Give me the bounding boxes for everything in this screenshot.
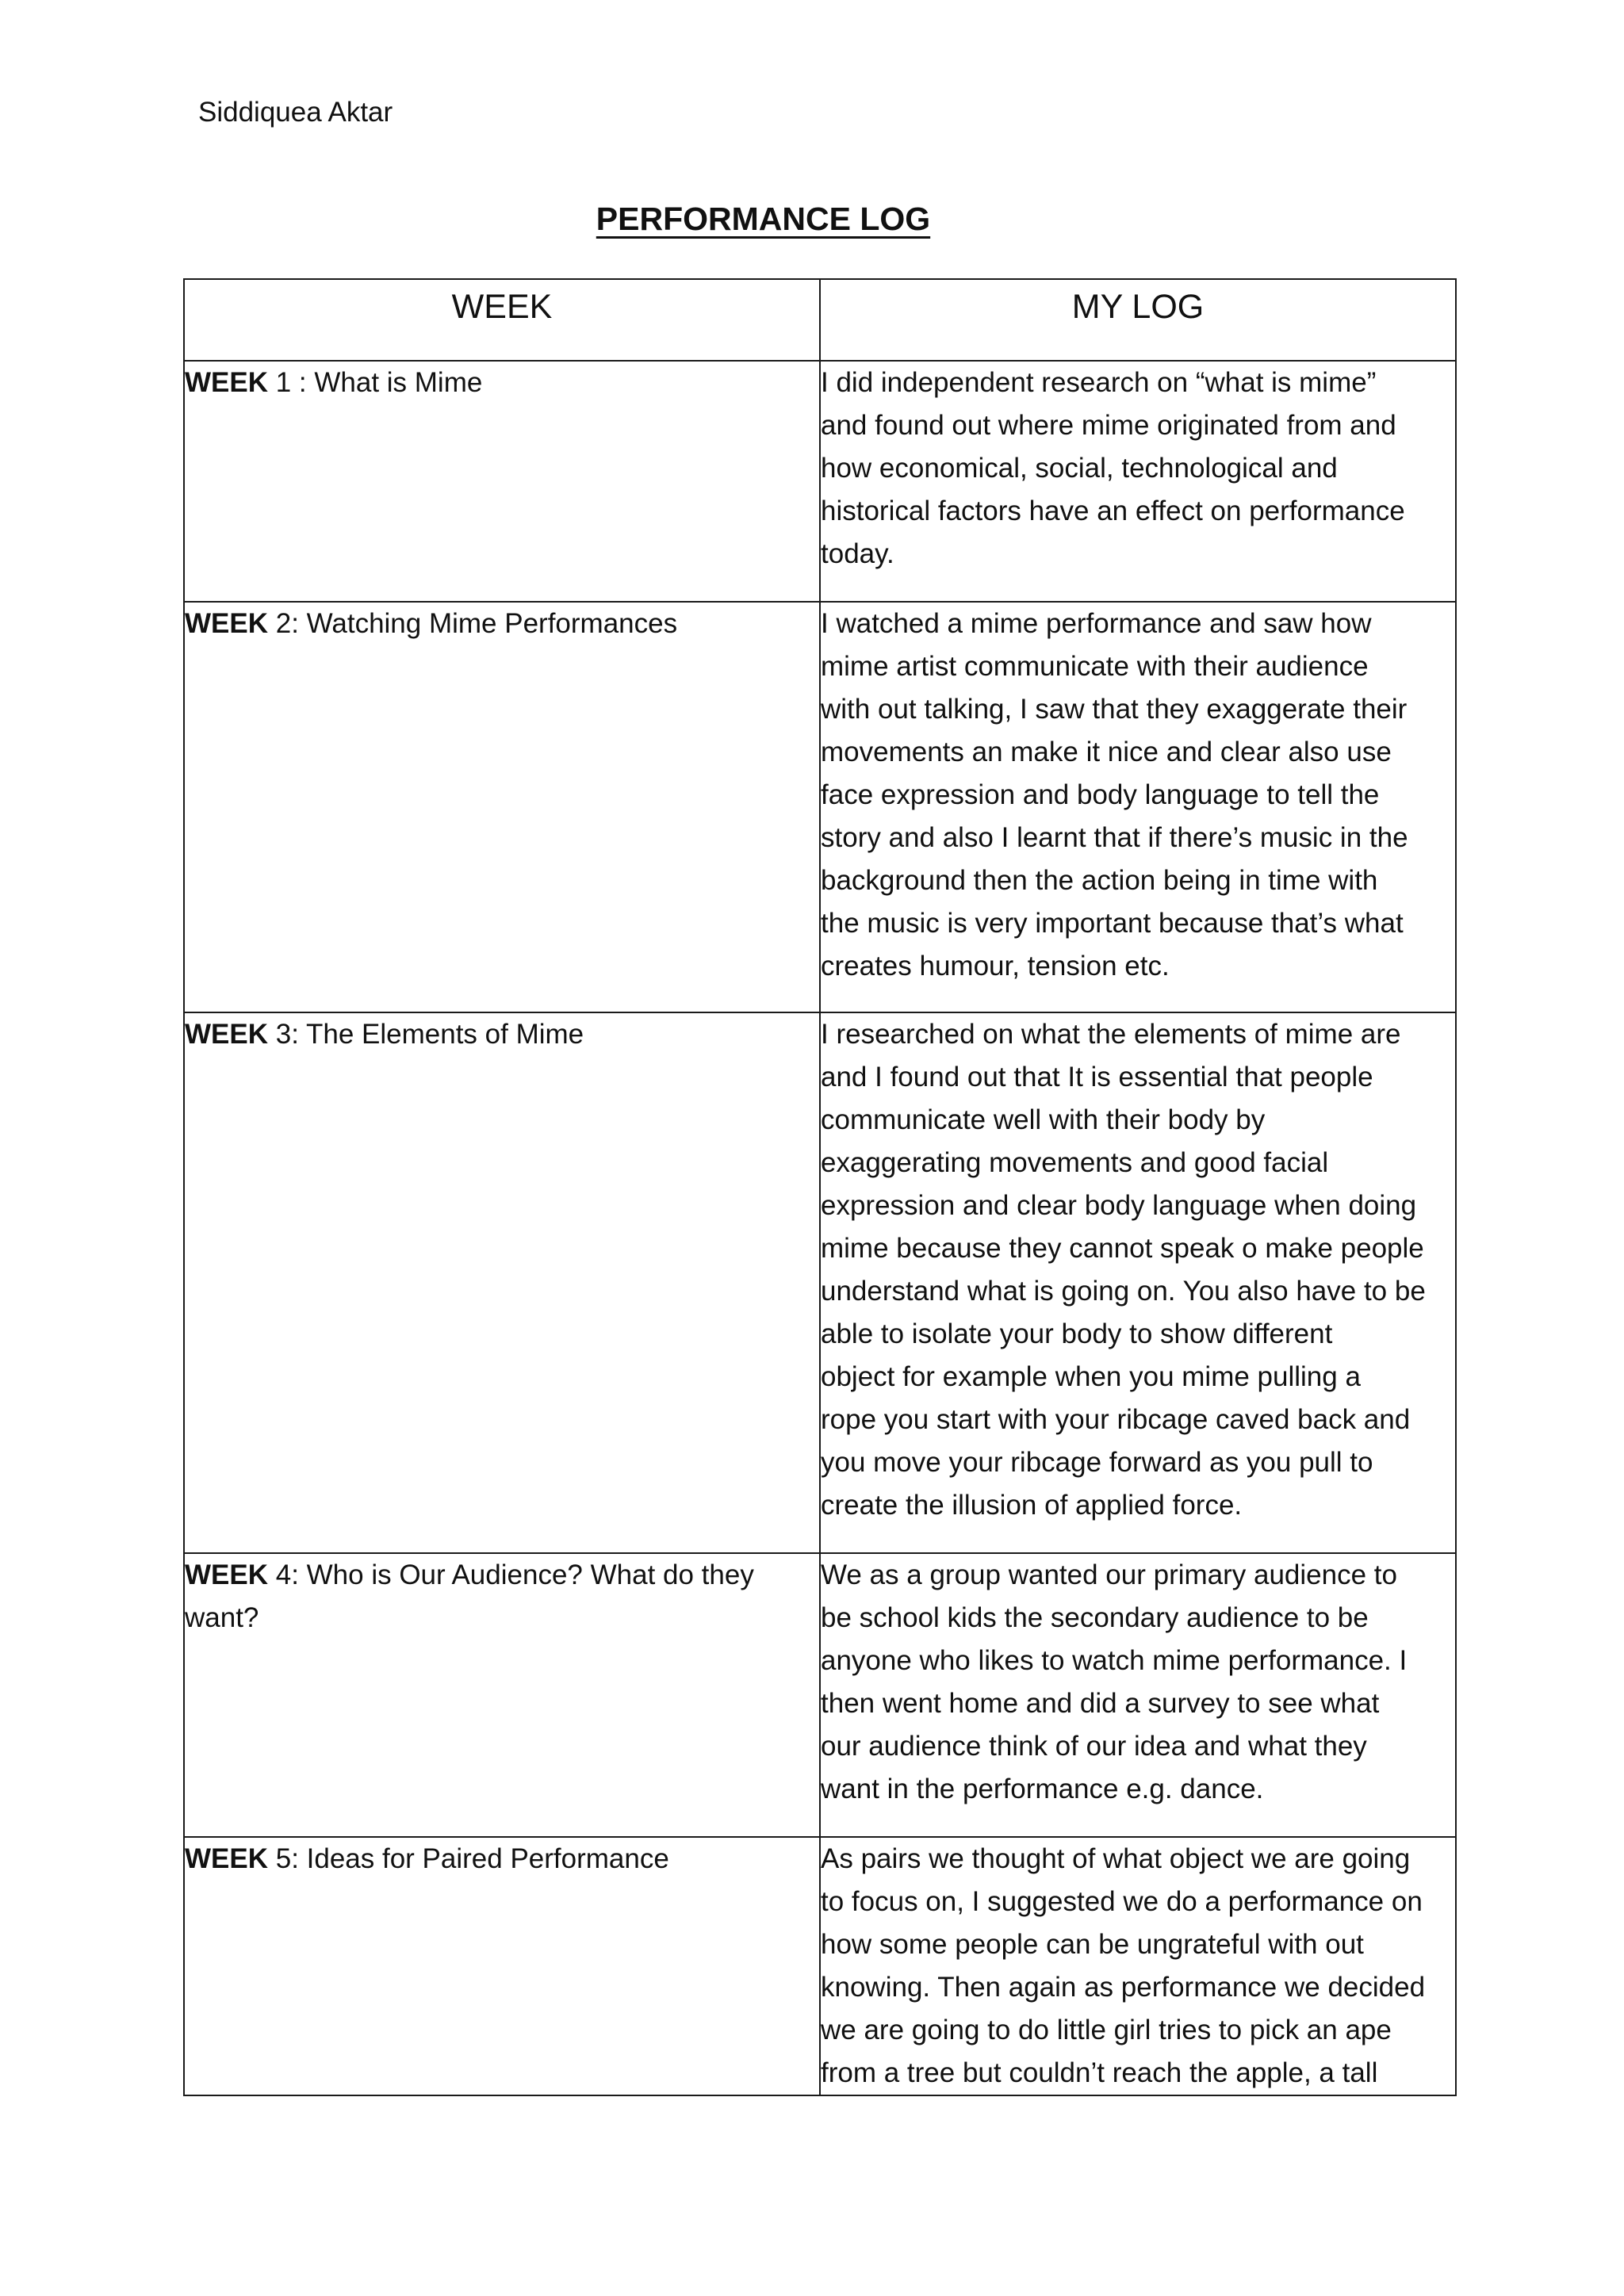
week-topic: 4: Who is Our Audience? What do they want? — [185, 1559, 754, 1633]
week-label: WEEK — [185, 367, 268, 398]
week-label: WEEK — [185, 1843, 268, 1874]
week-label: WEEK — [185, 608, 268, 639]
log-cell — [820, 1012, 1456, 1553]
table-row — [184, 361, 1456, 602]
log-cell — [820, 361, 1456, 602]
week-cell — [184, 1837, 820, 2095]
table-row — [184, 602, 1456, 1012]
week-label: WEEK — [185, 1559, 268, 1590]
week-cell — [184, 1012, 820, 1553]
table-row — [184, 1553, 1456, 1837]
week-cell — [184, 361, 820, 602]
week-cell — [184, 1553, 820, 1837]
week-topic: 2: Watching Mime Performances — [268, 608, 678, 639]
my-log-column-header: MY LOG — [820, 279, 1456, 361]
log-cell — [820, 1837, 1456, 2095]
table-header-row — [184, 279, 1456, 361]
page-title: PERFORMANCE LOG — [596, 201, 931, 237]
log-entry: I watched a mime performance and saw how mime artist communicate with their audience with out talking, I saw that they exaggerate their movements an make it nice and clear also use face expression and body language to tell the story and also I learnt that if there’s music in the background then the action being in time with the music is very important because that’s what creates humour, tension etc. — [821, 608, 1408, 982]
author-name: Siddiquea Aktar — [198, 97, 393, 128]
log-entry: We as a group wanted our primary audience to be school kids the secondary audience to be anyone who likes to watch mime performance. I then went home and did a survey to see what our audience think of our idea and what they want in the performance e.g. dance. — [821, 1559, 1408, 1804]
log-cell — [820, 602, 1456, 1012]
week-topic: 3: The Elements of Mime — [268, 1019, 584, 1050]
log-entry: As pairs we thought of what object we are going to focus on, I suggested we do a performance on how some people can be ungrateful with out knowing. Then again as performance we decided we are going to do little girl tries to pick an ape from a tree but couldn’t reach the apple, a tall — [821, 1843, 1426, 2088]
week-label: WEEK — [185, 1019, 268, 1050]
log-entry: I researched on what the elements of mime are and I found out that It is essential that people communicate well with their body by exaggerating movements and good facial expression and clear body language when doing mime because they cannot speak o make people understand what is going on. You also have to be able to isolate your body to show different object for example when you mime pulling a rope you start with your ribcage caved back and you move your ribcage forward as you pull to create the illusion of applied force. — [821, 1019, 1426, 1521]
log-entry: I did independent research on “what is mime” and found out where mime originated from and how economical, social, technological and historical factors have an effect on performance today. — [821, 367, 1405, 569]
week-column-header: WEEK — [184, 279, 820, 361]
week-topic: 5: Ideas for Paired Performance — [268, 1843, 669, 1874]
log-cell — [820, 1553, 1456, 1837]
table-row — [184, 1012, 1456, 1553]
week-topic: 1 : What is Mime — [268, 367, 483, 398]
table-row — [184, 1837, 1456, 2095]
week-cell — [184, 602, 820, 1012]
performance-log-table — [183, 278, 1457, 2096]
